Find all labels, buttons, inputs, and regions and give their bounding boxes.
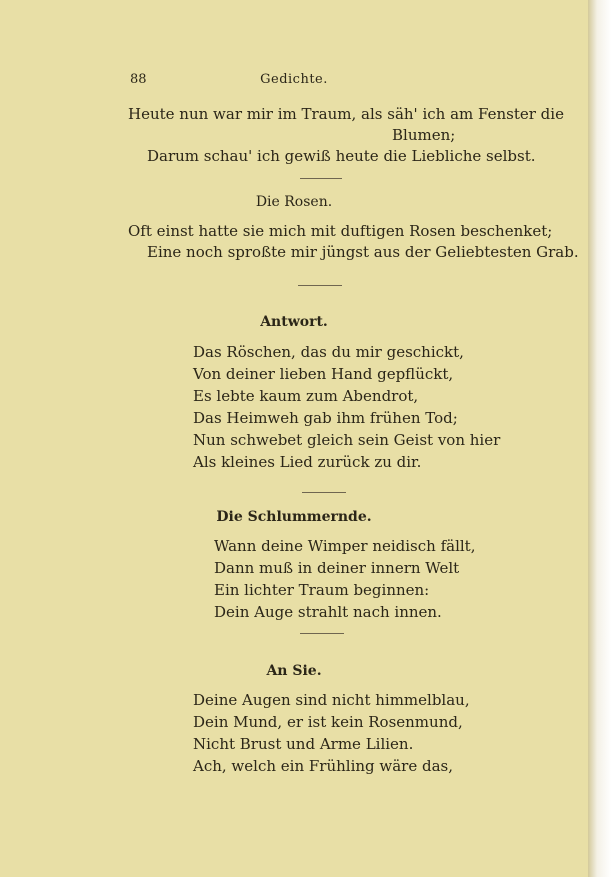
verse-line: Oft einst hatte sie mich mit duftigen Rosen beschenket; xyxy=(128,222,553,240)
poem-title: Die Rosen. xyxy=(255,194,333,210)
section-divider xyxy=(300,633,344,634)
verse-line: Wann deine Wimper neidisch fällt, xyxy=(214,537,476,555)
verse-line: Ach, welch ein Frühling wäre das, xyxy=(193,757,454,775)
running-title: Gedichte. xyxy=(260,72,328,87)
verse-line: Dann muß in deiner innern Welt xyxy=(214,559,460,577)
verse-line: Ein lichter Traum beginnen: xyxy=(214,581,430,599)
verse-line: Das Röschen, das du mir geschickt, xyxy=(193,343,464,361)
verse-line: Nicht Brust und Arme Lilien. xyxy=(193,735,414,753)
section-divider xyxy=(298,285,342,286)
page-number: 88 xyxy=(130,72,147,87)
poem-title: Die Schlummernde. xyxy=(216,509,372,525)
poem-title: Antwort. xyxy=(260,314,328,330)
section-divider xyxy=(302,492,346,493)
poem-title: An Sie. xyxy=(266,663,322,679)
verse-line: Blumen; xyxy=(392,126,456,144)
page-edge xyxy=(588,0,611,877)
verse-line: Dein Mund, er ist kein Rosenmund, xyxy=(193,713,463,731)
verse-line: Das Heimweh gab ihm frühen Tod; xyxy=(193,409,458,427)
verse-line: Von deiner lieben Hand gepflückt, xyxy=(193,365,454,383)
verse-line: Es lebte kaum zum Abendrot, xyxy=(193,387,419,405)
page-header xyxy=(0,72,588,92)
verse-line: Eine noch sproßte mir jüngst aus der Geliebtesten Grab. xyxy=(147,243,579,261)
verse-line: Nun schwebet gleich sein Geist von hier xyxy=(193,431,501,449)
verse-line: Darum schau' ich gewiß heute die Liebliche selbst. xyxy=(147,147,536,165)
verse-line: Als kleines Lied zurück zu dir. xyxy=(193,453,422,471)
verse-line: Dein Auge strahlt nach innen. xyxy=(214,603,442,621)
section-divider xyxy=(300,178,342,179)
verse-line: Heute nun war mir im Traum, als säh' ich am Fenster die xyxy=(128,105,564,123)
verse-line: Deine Augen sind nicht himmelblau, xyxy=(193,691,470,709)
